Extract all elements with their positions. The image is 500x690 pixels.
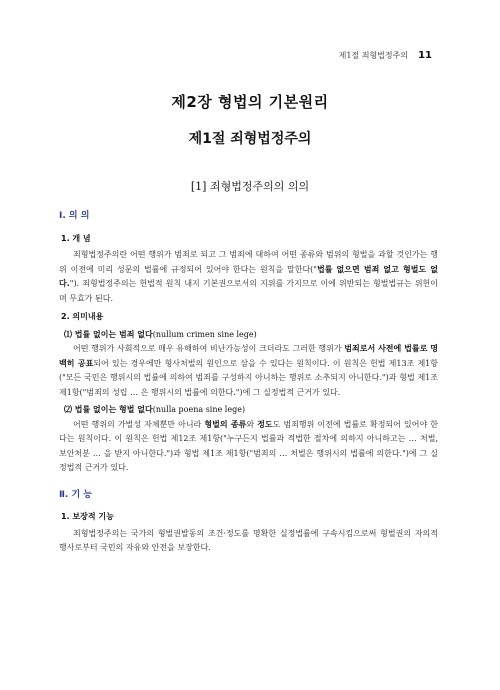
text-run: 도 범죄행위 이전에 법률로 확정되어 있어야 한다는 원칙이다. 이 원칙은 헌법 제12조 제1항("누구든지 법률과 적법한 절차에 의하지 아니하고는 … 처벌, 보안처분 … 을 받지 아니한다.")과 형법 제1조 제1항("범죄의 … 처벌은 행위시의 법률에 의한다.")에 그 실정법적 근거가 있다.	[59, 419, 438, 472]
paragraph-no-punishment	[59, 418, 438, 476]
subsection-title: [1] 죄형법정주의의 의의	[190, 180, 310, 193]
section-title: 제1절 죄형법정주의	[188, 131, 312, 147]
bold-phrase: 범죄로서 사전에 법률로 명백히 공표	[59, 344, 438, 368]
page-number: 11	[418, 50, 432, 61]
paragraph-no-crime	[59, 342, 438, 400]
bold-phrase: 형벌의 종류	[204, 419, 247, 429]
page-body	[59, 205, 438, 556]
running-header	[339, 50, 432, 61]
text-run: "). 죄형법정주의는 헌법적 원칙 내지 기본권으로서의 지위를 가지므로 이에 위반되는 형벌법규는 위헌이며 무효가 된다.	[59, 279, 438, 303]
chapter-title: 제2장 형법의 기본원리	[171, 93, 329, 111]
latin-maxim: (nullum crimen sine lege)	[152, 329, 257, 339]
heading-guarantee-function: 1. 보장적 기능	[61, 512, 114, 521]
text-run: 어떤 행위의 가벌성 자체뿐만 아니라	[73, 419, 205, 429]
paragraph-concept	[59, 248, 438, 306]
paragraph-guarantee: 죄형법정주의는 국가의 형벌권발동의 조건·정도를 명확한 실정법률에 구속시킴으로써 형벌권의 자의적 행사로부터 국민의 자유와 안전을 보장한다.	[59, 528, 438, 552]
heading-meaning: 2. 의미내용	[61, 312, 104, 321]
heading-roman-2: Ⅱ. 기 능	[59, 489, 93, 500]
bold-phrase: 정도	[257, 419, 273, 429]
item-title: ⑵ 법률 없이는 형벌 없다	[64, 405, 153, 414]
heading-no-punishment-without-law	[64, 403, 438, 418]
text-run: 와	[246, 419, 258, 429]
text-run: 되어 있는 경우에만 형사처벌의 원인으로 삼을 수 있다는 원칙이다. 이 원칙은 헌법 제13조 제1항("모든 국민은 행위시의 법률에 의하여 범죄를 구성하지 아니하는 행위로 소추되지 아니한다.")과 형법 제1조 제1항("범죄의 성립 … 은 행위시의 법률에 의한다.")에 그 실정법적 근거가 있다.	[59, 358, 438, 397]
heading-concept: 1. 개 념	[61, 233, 91, 243]
item-title: ⑴ 법률 없이는 범죄 없다	[64, 329, 153, 339]
heading-no-crime-without-law	[64, 328, 438, 343]
text-run: 죄형법정주의란 어떤 행위가 범죄로 되고 그 범죄에 대하여 어떤 종류와 범위의 형벌을 과할 것인가는 행위 이전에 미리 성문의 법률에 규정되어 있어야 한다는 원칙을 말한다("	[59, 250, 438, 274]
running-title: 제1절 죄형법정주의	[338, 51, 409, 60]
bold-phrase: 법률 없으면 범죄 없고 형벌도 없다.	[59, 264, 438, 288]
latin-maxim: (nulla poena sine lege)	[152, 405, 246, 414]
text-run: 어떤 행위가 사회적으로 매우 유해하여 비난가능성이 크더라도 그러한 행위가	[73, 344, 345, 353]
heading-roman-1: Ⅰ. 의 의	[59, 211, 90, 221]
